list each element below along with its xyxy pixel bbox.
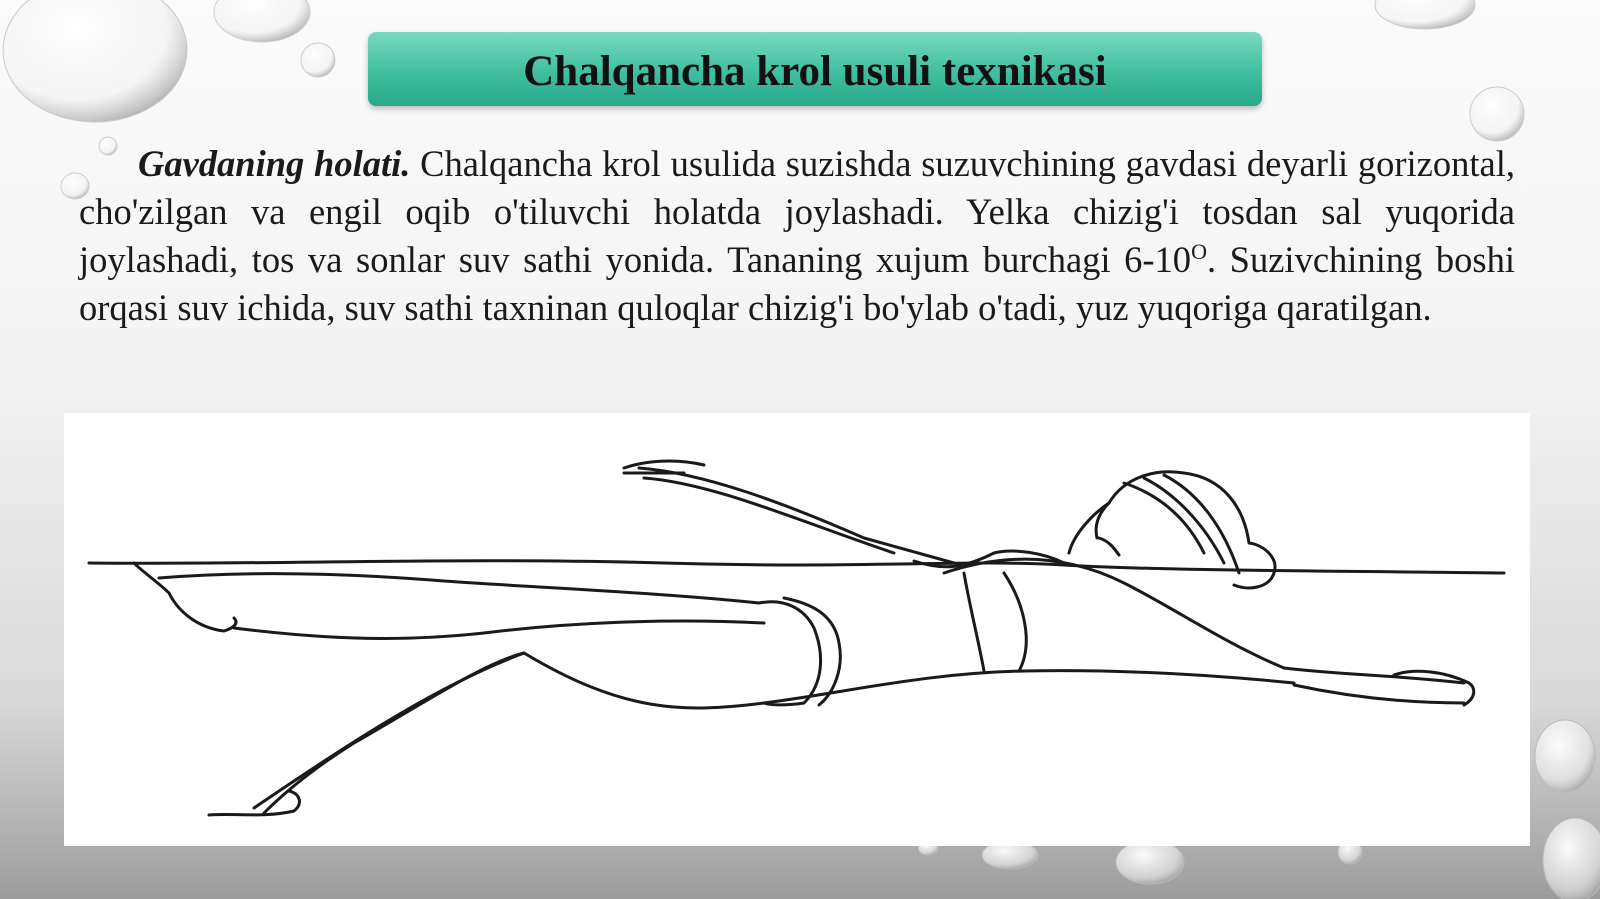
water-drop — [3, 0, 187, 122]
water-drop — [1470, 87, 1524, 141]
paragraph-lead: Gavdaning holati. — [138, 143, 411, 184]
swimsuit — [964, 573, 1026, 671]
swimmer-illustration — [64, 413, 1530, 846]
raised-arm — [639, 468, 954, 563]
title-banner — [368, 32, 1262, 106]
water-surface-line — [89, 561, 1504, 573]
hips — [759, 602, 821, 705]
water-drop — [1375, 0, 1475, 29]
torso-top — [944, 559, 1284, 668]
water-drop — [214, 0, 310, 42]
upper-leg — [159, 574, 759, 603]
paragraph-body-1: Chalqancha krol usulida suzishda suzuvchining gavdasi deyarli gorizontal, cho'zilgan va engil oqib o'tiluvchi holatda joylashadi. Yelka chizig'i tosdan sal yuqorida joylashadi, tos va sonlar suv sathi yonida. Tananing xujum burchagi 6-10 — [79, 143, 1515, 280]
body-paragraph — [79, 140, 1515, 332]
degree-superscript: O — [1191, 238, 1207, 264]
water-drop — [301, 43, 335, 77]
paragraph-body-2: . Suzivchining boshi orqasi suv ichida, suv sathi taxninan quloqlar chizig'i bo'ylab o'tadi, yuz yuqoriga qaratilgan. — [79, 239, 1516, 328]
water-drop — [1116, 840, 1184, 884]
water-drop — [1535, 720, 1595, 792]
torso-bottom — [764, 671, 1294, 703]
water-drop — [1543, 818, 1600, 899]
slide-title: Chalqancha krol usuli texnikasi — [523, 47, 1107, 95]
lower-leg — [254, 653, 764, 808]
